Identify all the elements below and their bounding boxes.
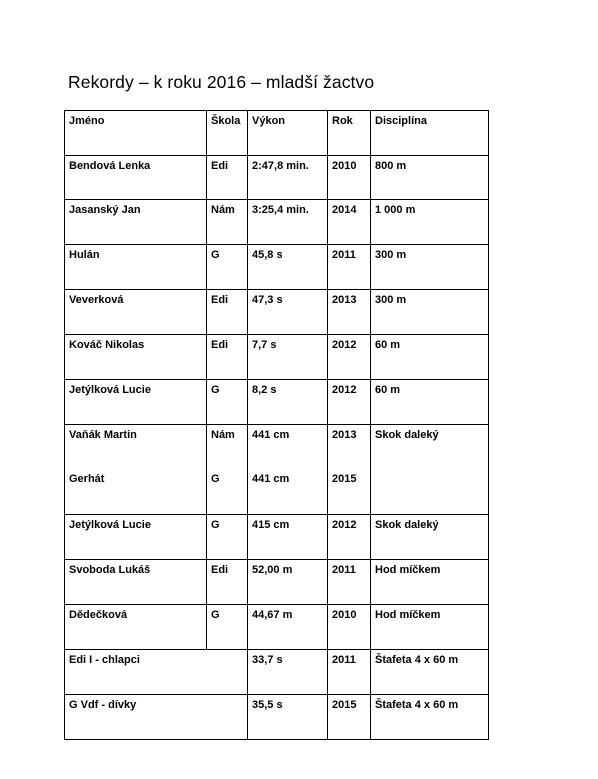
- table-row: [65, 650, 489, 695]
- records-table: [64, 110, 489, 740]
- cell-year: 2012: [328, 380, 371, 425]
- cell-result: 8,2 s: [248, 380, 328, 425]
- header-result: Výkon: [248, 111, 328, 156]
- cell-school: Edi: [207, 290, 248, 335]
- cell-discipline: Hod míčkem: [371, 560, 489, 605]
- table-row: [65, 695, 489, 740]
- cell-result: 415 cm: [248, 515, 328, 560]
- cell-year: 2012: [328, 335, 371, 380]
- cell-result: 45,8 s: [248, 245, 328, 290]
- cell-year: 2010: [328, 605, 371, 650]
- table-row: [65, 515, 489, 560]
- cell-name: Kováč Nikolas: [65, 335, 207, 380]
- cell-school: Nám: [207, 200, 248, 245]
- header-name: Jméno: [65, 111, 207, 156]
- cell-year: 2014: [328, 200, 371, 245]
- table-row: [65, 200, 489, 245]
- cell-name-second: Gerhát: [69, 473, 105, 485]
- cell-result: 35,5 s: [248, 695, 328, 740]
- cell-discipline: 300 m: [371, 245, 489, 290]
- table-header-row: [65, 111, 489, 156]
- cell-team: Edi I - chlapci: [65, 650, 248, 695]
- cell-discipline: 300 m: [371, 290, 489, 335]
- cell-name: Dědečková: [65, 605, 207, 650]
- table-row: [65, 425, 489, 515]
- cell-school: [207, 425, 248, 515]
- cell-school-first: Nám: [211, 429, 235, 441]
- cell-result: 3:25,4 min.: [248, 200, 328, 245]
- table-row: [65, 245, 489, 290]
- cell-discipline: 800 m: [371, 156, 489, 200]
- cell-discipline: Skok daleký: [371, 515, 489, 560]
- cell-result: 52,00 m: [248, 560, 328, 605]
- cell-result: 33,7 s: [248, 650, 328, 695]
- cell-result: 2:47,8 min.: [248, 156, 328, 200]
- cell-name: Svoboda Lukáš: [65, 560, 207, 605]
- cell-discipline: Štafeta 4 x 60 m: [371, 695, 489, 740]
- cell-result: 44,67 m: [248, 605, 328, 650]
- cell-year: 2011: [328, 560, 371, 605]
- cell-school-second: G: [211, 473, 220, 485]
- cell-year: 2010: [328, 156, 371, 200]
- cell-year: 2011: [328, 650, 371, 695]
- cell-year-second: 2015: [332, 473, 357, 485]
- table-row: [65, 335, 489, 380]
- cell-team: G Vdf - dívky: [65, 695, 248, 740]
- cell-discipline: Štafeta 4 x 60 m: [371, 650, 489, 695]
- cell-school: G: [207, 605, 248, 650]
- cell-school: Edi: [207, 335, 248, 380]
- cell-discipline: Skok daleký: [371, 425, 489, 515]
- cell-result: 47,3 s: [248, 290, 328, 335]
- cell-name: Jetýlková Lucie: [65, 380, 207, 425]
- table-row: [65, 290, 489, 335]
- cell-discipline: 60 m: [371, 380, 489, 425]
- cell-school: G: [207, 245, 248, 290]
- cell-school: G: [207, 515, 248, 560]
- table-row: [65, 560, 489, 605]
- table-row: [65, 156, 489, 200]
- cell-school: Edi: [207, 560, 248, 605]
- cell-name: Jetýlková Lucie: [65, 515, 207, 560]
- header-school: Škola: [207, 111, 248, 156]
- cell-name: Hulán: [65, 245, 207, 290]
- header-discipline: Disciplína: [371, 111, 489, 156]
- table-row: [65, 380, 489, 425]
- cell-result: 7,7 s: [248, 335, 328, 380]
- cell-name: Bendová Lenka: [65, 156, 207, 200]
- cell-discipline: Hod míčkem: [371, 605, 489, 650]
- page-title: Rekordy – k roku 2016 – mladší žactvo: [68, 72, 375, 92]
- cell-result-first: 441 cm: [252, 429, 290, 441]
- cell-year: [328, 425, 371, 515]
- cell-name-first: Vaňák Martin: [69, 429, 137, 441]
- cell-result: [248, 425, 328, 515]
- cell-result-second: 441 cm: [252, 473, 290, 485]
- header-year: Rok: [328, 111, 371, 156]
- cell-school: Edi: [207, 156, 248, 200]
- cell-school: G: [207, 380, 248, 425]
- cell-discipline: 60 m: [371, 335, 489, 380]
- cell-name: Jasanský Jan: [65, 200, 207, 245]
- cell-year: 2012: [328, 515, 371, 560]
- cell-name: Veverková: [65, 290, 207, 335]
- cell-year: 2011: [328, 245, 371, 290]
- table-row: [65, 605, 489, 650]
- cell-year-first: 2013: [332, 429, 357, 441]
- cell-name: [65, 425, 207, 515]
- cell-year: 2015: [328, 695, 371, 740]
- cell-discipline: 1 000 m: [371, 200, 489, 245]
- cell-year: 2013: [328, 290, 371, 335]
